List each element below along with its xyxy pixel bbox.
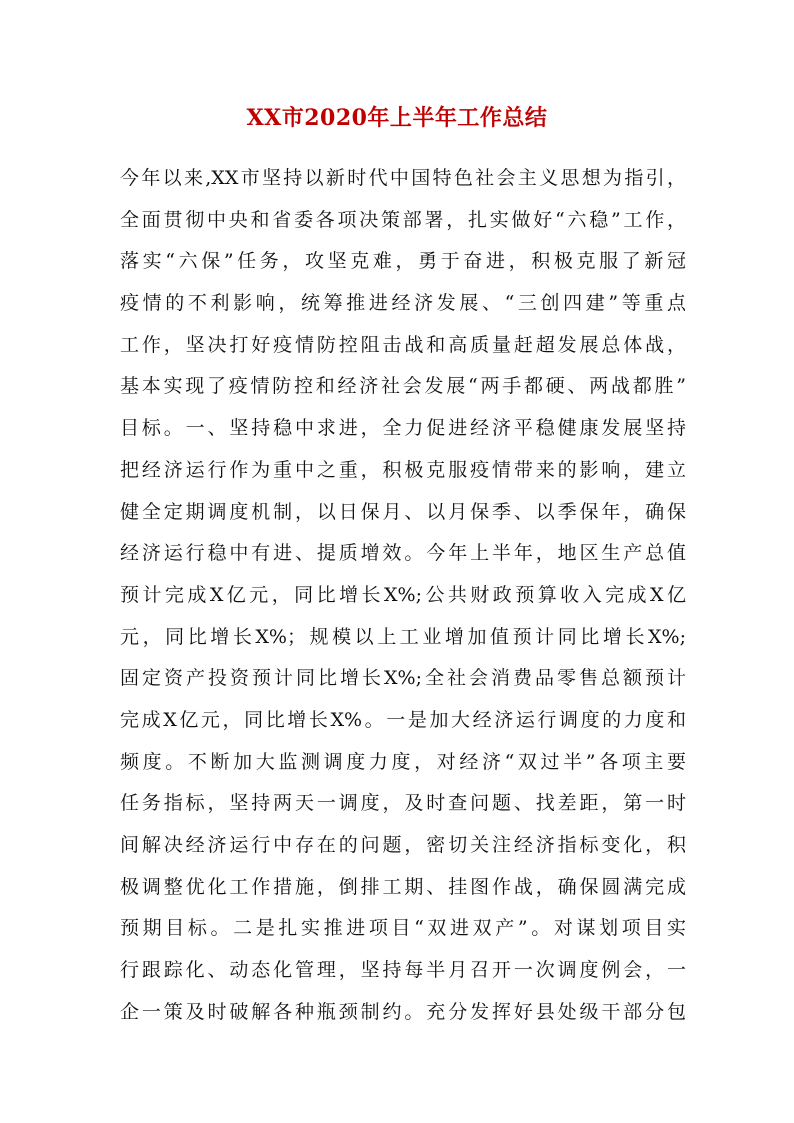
document-title: XX市2020年上半年工作总结 [246, 105, 548, 131]
body-line: 目标。一、坚持稳中求进，全力促进经济平稳健康发展坚持 [120, 417, 686, 440]
body-line: 极调整优化工作措施，倒排工期、挂图作战，确保圆满完成 [120, 875, 686, 898]
document-body [120, 158, 686, 1033]
body-line: 把经济运行作为重中之重，积极克服疫情带来的影响，建立 [120, 458, 686, 481]
body-line: 疫情的不利影响，统筹推进经济发展、“三创四建”等重点 [120, 292, 686, 315]
body-line: 预计完成X亿元，同比增长X%;公共财政预算收入完成X亿 [120, 583, 686, 606]
body-line: 工作，坚决打好疫情防控阻击战和高质量赶超发展总体战， [120, 333, 686, 356]
body-line: 预期目标。二是扎实推进项目“双进双产”。对谋划项目实 [120, 917, 686, 940]
body-line: 全面贯彻中央和省委各项决策部署，扎实做好“六稳”工作， [120, 208, 686, 231]
body-line: 固定资产投资预计同比增长X%;全社会消费品零售总额预计 [120, 667, 686, 690]
body-line: 落实“六保”任务，攻坚克难，勇于奋进，积极克服了新冠 [120, 250, 686, 273]
body-line: 基本实现了疫情防控和经济社会发展“两手都硬、两战都胜” [120, 375, 686, 398]
body-line: 任务指标，坚持两天一调度，及时查问题、找差距，第一时 [120, 792, 686, 815]
body-line: 经济运行稳中有进、提质增效。今年上半年，地区生产总值 [120, 542, 686, 565]
body-line: 企一策及时破解各种瓶颈制约。充分发挥好县处级干部分包 [120, 1000, 686, 1023]
body-line: 行跟踪化、动态化管理，坚持每半月召开一次调度例会，一 [120, 959, 686, 982]
body-line: 频度。不断加大监测调度力度，对经济“双过半”各项主要 [120, 750, 686, 773]
body-line: 今年以来,XX市坚持以新时代中国特色社会主义思想为指引， [120, 167, 686, 189]
body-line: 元，同比增长X%；规模以上工业增加值预计同比增长X%; [120, 625, 686, 648]
body-line: 健全定期调度机制，以日保月、以月保季、以季保年，确保 [120, 500, 686, 523]
body-line: 间解决经济运行中存在的问题，密切关注经济指标变化，积 [120, 834, 686, 856]
body-line: 完成X亿元，同比增长X%。一是加大经济运行调度的力度和 [120, 708, 686, 731]
